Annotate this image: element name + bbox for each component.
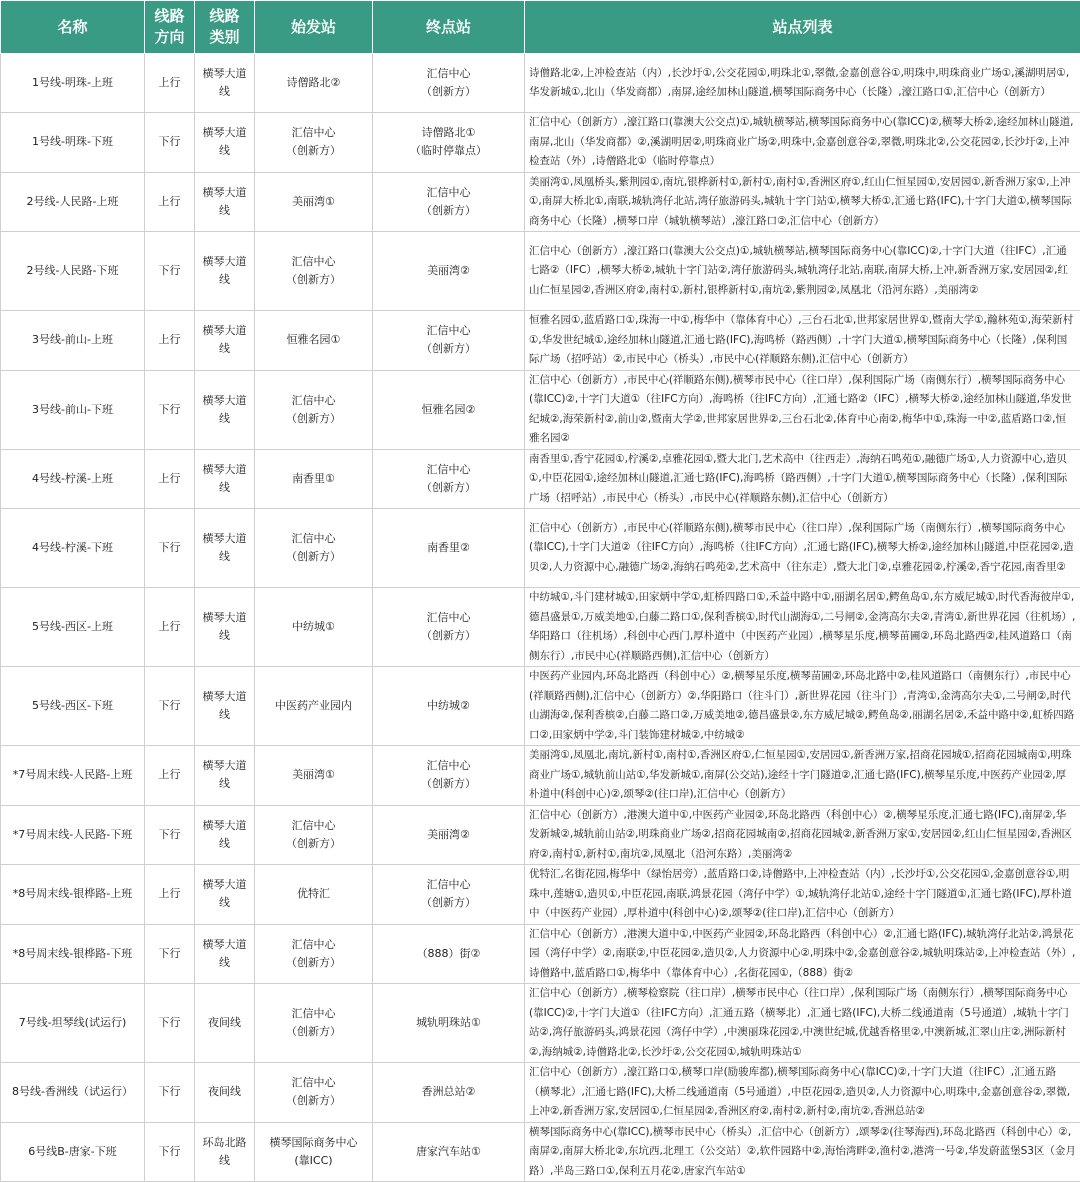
table-row	[1, 232, 1080, 311]
stop-list-cell: 汇信中心（创新方）,港澳大道中①,中医药产业园②,环岛北路西（科创中心）②,横琴星乐度,汇通七路(IFC),南屏②,华发新城②,城轨前山站②,明珠商业广场②,招商花园城南②,招商花园城②,新香洲万家①,安居园②,红山仁恒星园②,香洲区府②,南村①,新村①,南坑②,凤凰北（沿河东路）,美丽湾②	[525, 805, 1080, 865]
line-type-cell: 横琴大道线	[195, 311, 255, 371]
direction-cell: 下行	[145, 805, 195, 865]
stop-list-cell: 美丽湾①,凤凰桥头,紫荆园①,南坑,银桦新村①,新村①,南村①,香洲区府①,红山仁恒星园①,安居园①,新香洲万家①,上冲①,南屏大桥北①,南联,城轨湾仔北站,湾仔旅游码头,城轨十字门站①,横琴大桥①,汇通七路(IFC),十字门大道①,横琴国际商务中心（长隆）,横琴口岸（城轨横琴站）,濠江路口②,汇信中心（创新方）	[525, 172, 1080, 232]
end-station-cell: 南香里②	[373, 509, 525, 588]
end-station-cell: 汇信中心 （创新方）	[373, 865, 525, 925]
end-station-cell: 汇信中心 （创新方）	[373, 54, 525, 113]
table-row	[1, 746, 1080, 806]
route-name-cell: *8号周末线-银桦路-上班	[1, 865, 145, 925]
table-row	[1, 113, 1080, 173]
table-row	[1, 588, 1080, 667]
header-direction: 线路 方向	[145, 1, 195, 54]
route-name-cell: *8号周末线-银桦路-下班	[1, 924, 145, 984]
direction-cell: 下行	[145, 509, 195, 588]
direction-cell: 上行	[145, 588, 195, 667]
table-row	[1, 865, 1080, 925]
start-station-cell: 汇信中心 （创新方）	[255, 805, 373, 865]
route-name-cell: 2号线-人民路-上班	[1, 172, 145, 232]
table-row	[1, 1122, 1080, 1182]
route-name-cell: 3号线-前山-上班	[1, 311, 145, 371]
start-station-cell: 优特汇	[255, 865, 373, 925]
end-station-cell: （888）街②	[373, 924, 525, 984]
line-type-cell: 横琴大道线	[195, 172, 255, 232]
route-name-cell: 2号线-人民路-下班	[1, 232, 145, 311]
line-type-cell: 横琴大道线	[195, 746, 255, 806]
line-type-cell: 横琴大道线	[195, 449, 255, 509]
route-name-cell: 3号线-前山-下班	[1, 370, 145, 449]
direction-cell: 下行	[145, 667, 195, 746]
direction-cell: 上行	[145, 311, 195, 371]
direction-cell: 上行	[145, 865, 195, 925]
line-type-cell: 横琴大道线	[195, 667, 255, 746]
table-row	[1, 370, 1080, 449]
direction-cell: 上行	[145, 172, 195, 232]
end-station-cell: 唐家汽车站①	[373, 1122, 525, 1182]
table-row	[1, 1063, 1080, 1123]
start-station-cell: 中纺城①	[255, 588, 373, 667]
start-station-cell: 中医药产业园内	[255, 667, 373, 746]
line-type-cell: 夜间线	[195, 1063, 255, 1123]
header-type: 线路 类别	[195, 1, 255, 54]
line-type-cell: 横琴大道线	[195, 509, 255, 588]
start-station-cell: 汇信中心 （创新方）	[255, 1063, 373, 1123]
header-start: 始发站	[255, 1, 373, 54]
stop-list-cell: 汇信中心（创新方）,港澳大道中①,中医药产业园②,环岛北路西（科创中心）②,汇通七路(IFC),城轨湾仔北站②,鸿景花园（湾仔中学）②,南联②,中臣花园②,造贝②,人力资源中心②,明珠中②,金嘉创意谷②,城轨明珠站②,上冲检查站（外）,诗僧路中,蓝盾路口①,梅华中（靠体育中心）,名街花园①,（888）街②	[525, 924, 1080, 984]
direction-cell: 下行	[145, 370, 195, 449]
start-station-cell: 汇信中心 （创新方）	[255, 370, 373, 449]
start-station-cell: 横琴国际商务中心 (靠ICC)	[255, 1122, 373, 1182]
table-row	[1, 509, 1080, 588]
end-station-cell: 中纺城②	[373, 667, 525, 746]
stop-list-cell: 汇信中心（创新方）,濠江路口①,横琴口岸(励骏库都),横琴国际商务中心(靠ICC)②,十字门大道（往IFC）,汇通五路（横琴北）,汇通七路(IFC),大桥二线通道南（5号通道）,中臣花园②,造贝②,人力资源中心,明珠中,金嘉创意谷②,翠微,上冲②,新香洲万家,安居园①,仁恒星园②,香洲区府②,南村②,新村②,南坑②,香洲总站②	[525, 1063, 1080, 1123]
end-station-cell: 美丽湾②	[373, 805, 525, 865]
stop-list-cell: 优特汇,名街花园,梅华中（绿怡居旁）,蓝盾路口②,诗僧路中,上冲检查站（内）,长沙圩①,公交花园①,金嘉创意谷①,明珠中,莲塘①,造贝①,中臣花园,南联,鸿景花园（湾仔中学）①,城轨湾仔北站①,途经十字门隧道①,汇通七路(IFC),厚朴道中（中医药产业园）,厚朴道中(科创中心)②,颂琴②(往口岸),汇信中心（创新方）	[525, 865, 1080, 925]
route-name-cell: 8号线-香洲线（试运行）	[1, 1063, 145, 1123]
end-station-cell: 汇信中心 （创新方）	[373, 311, 525, 371]
line-type-cell: 环岛北路线	[195, 1122, 255, 1182]
route-name-cell: 4号线-柠溪-下班	[1, 509, 145, 588]
stop-list-cell: 横琴国际商务中心(靠ICC),横琴市民中心（桥头）,汇信中心（创新方）,颂琴②(往琴海西),环岛北路西（科创中心）②,南屏②,南屏大桥北②,东坑西,北理工（公交站）②,软件园路中②,海怡湾畔②,渔村②,港湾一号②,华发蔚蓝堡S3区（金月路）,半岛三路口①,保利五月花②,唐家汽车站①	[525, 1122, 1080, 1182]
end-station-cell: 汇信中心 （创新方）	[373, 588, 525, 667]
start-station-cell: 恒雅名园①	[255, 311, 373, 371]
line-type-cell: 横琴大道线	[195, 588, 255, 667]
line-type-cell: 横琴大道线	[195, 54, 255, 113]
header-stops: 站点列表	[525, 1, 1080, 54]
stop-list-cell: 汇信中心（创新方）,市民中心(祥顺路东侧),横琴市民中心（往口岸）,保利国际广场（南侧东行）,横琴国际商务中心(靠ICC),十字门大道②（往IFC方向）,海鸣桥（往IFC方向）,汇通七路(IFC),横琴大桥②,途经加林山隧道,中臣花园②,造贝②,人力资源中心,融德广场②,海纳石鸣苑②,艺术高中（往东走）,暨大北门②,卓雅花园②,柠溪②,香宁花园,南香里②	[525, 509, 1080, 588]
end-station-cell: 香洲总站②	[373, 1063, 525, 1123]
direction-cell: 下行	[145, 1063, 195, 1123]
stop-list-cell: 汇信中心（创新方）,横琴检察院（往口岸）,横琴市民中心（往口岸）,保利国际广场（南侧东行）,横琴国际商务中心(靠ICC)②,十字门大道①（往IFC方向）,汇通五路（横琴北）,汇通七路(IFC),大桥二线通道南（5号通道）,城轨十字门站②,湾仔旅游码头,鸿景花园（湾仔中学）,中澳丽珠花园②,中澳世纪城,优越香格里②,中澳新城,汇翠山庄②,洲际新村②,海纳城②,诗僧路北②,长沙圩②,公交花园①,城轨明珠站①	[525, 984, 1080, 1063]
stop-list-cell: 汇信中心（创新方）,市民中心(祥顺路东侧),横琴市民中心（往口岸）,保利国际广场（南侧东行）,横琴国际商务中心(靠ICC)②,十字门大道①（往IFC方向）,海鸣桥（往IFC方向）,汇通七路②（IFC）,横琴大桥②,途经加林山隧道,华发世纪城②,海荣新村②,前山②,暨南大学②,世邦家居世界②,三台石北②,体育中心南②,梅华中①,珠海一中②,蓝盾路口②,恒雅名园②	[525, 370, 1080, 449]
route-name-cell: 1号线-明珠-下班	[1, 113, 145, 173]
end-station-cell: 美丽湾②	[373, 232, 525, 311]
start-station-cell: 美丽湾①	[255, 172, 373, 232]
line-type-cell: 横琴大道线	[195, 865, 255, 925]
route-name-cell: *7号周末线-人民路-下班	[1, 805, 145, 865]
end-station-cell: 汇信中心 （创新方）	[373, 449, 525, 509]
direction-cell: 下行	[145, 984, 195, 1063]
direction-cell: 上行	[145, 449, 195, 509]
header-end: 终点站	[373, 1, 525, 54]
stop-list-cell: 中纺城①,斗门建材城①,田家炳中学①,虹桥四路口①,禾益中路中①,丽湖名居①,鳄鱼岛①,东方威尼城①,时代香海彼岸①,德昌盛景①,万威美地①,白藤二路口①,保利香槟①,时代山湖海①,二号闸②,金湾高尔夫②,青湾①,新世界花园（往机场）,华阳路口（往机场）,科创中心西门,厚朴道中（中医药产业园）,横琴星乐度,横琴苗圃②,环岛北路西②,桂风道路口（南侧东行）,市民中心(祥顺路西侧),汇信中心（创新方）	[525, 588, 1080, 667]
stop-list-cell: 诗僧路北②,上冲检查站（内）,长沙圩①,公交花园①,明珠北①,翠微,金嘉创意谷①,明珠中,明珠商业广场①,溪湖明居①,华发新城①,北山（华发商都）,南屏,途经加林山隧道,横琴国际商务中心（长隆）,濠江路口①,汇信中心（创新方）	[525, 54, 1080, 113]
line-type-cell: 横琴大道线	[195, 924, 255, 984]
start-station-cell: 美丽湾①	[255, 746, 373, 806]
end-station-cell: 汇信中心 （创新方）	[373, 172, 525, 232]
table-row	[1, 172, 1080, 232]
stop-list-cell: 汇信中心（创新方）,濠江路口(靠澳大公交点)①,城轨横琴站,横琴国际商务中心(靠ICC)②,横琴大桥②,途经加林山隧道,南屏,北山（华发商都）②,溪湖明居②,明珠商业广场②,明珠中,金嘉创意谷②,翠微,明珠北②,公交花园②,长沙圩②,上冲检查站（外）,诗僧路北①（临时停靠点）	[525, 113, 1080, 173]
route-name-cell: 5号线-西区-下班	[1, 667, 145, 746]
table-row	[1, 805, 1080, 865]
end-station-cell: 恒雅名园②	[373, 370, 525, 449]
start-station-cell: 南香里①	[255, 449, 373, 509]
end-station-cell: 城轨明珠站①	[373, 984, 525, 1063]
end-station-cell: 诗僧路北① （临时停靠点）	[373, 113, 525, 173]
route-name-cell: 5号线-西区-上班	[1, 588, 145, 667]
route-name-cell: 1号线-明珠-上班	[1, 54, 145, 113]
header-name: 名称	[1, 1, 145, 54]
line-type-cell: 横琴大道线	[195, 113, 255, 173]
stop-list-cell: 南香里①,香宁花园①,柠溪②,卓雅花园①,暨大北门,艺术高中（往西走）,海纳石鸣苑①,融德广场①,人力资源中心,造贝①,中臣花园①,途经加林山隧道,汇通七路(IFC),海鸣桥（路西侧）,十字门大道①,横琴国际商务中心（长隆）,保利国际广场（招呼站）,市民中心（桥头）,市民中心(祥顺路东侧),汇信中心（创新方）	[525, 449, 1080, 509]
direction-cell: 下行	[145, 232, 195, 311]
table-row	[1, 924, 1080, 984]
start-station-cell: 汇信中心 （创新方）	[255, 984, 373, 1063]
stop-list-cell: 美丽湾①,凤凰北,南坑,新村①,南村①,香洲区府①,仁恒星园①,安居园①,新香洲万家,招商花园城①,招商花园城南①,明珠商业广场①,城轨前山站①,华发新城①,南屏(公交站),途经十字门隧道②,汇通七路(IFC),横琴星乐度,中医药产业园②,厚朴道中(科创中心)②,颂琴②(往口岸),汇信中心（创新方）	[525, 746, 1080, 806]
table-header-row	[1, 1, 1080, 54]
line-type-cell: 横琴大道线	[195, 370, 255, 449]
route-name-cell: 6号线B-唐家-下班	[1, 1122, 145, 1182]
line-type-cell: 夜间线	[195, 984, 255, 1063]
direction-cell: 上行	[145, 54, 195, 113]
route-name-cell: 7号线-坦琴线(试运行)	[1, 984, 145, 1063]
table-row	[1, 667, 1080, 746]
table-row	[1, 984, 1080, 1063]
start-station-cell: 诗僧路北②	[255, 54, 373, 113]
stop-list-cell: 中医药产业园内,环岛北路西（科创中心）②,横琴星乐度,横琴苗圃②,环岛北路中②,桂风道路口（南侧东行）,市民中心(祥顺路西侧),汇信中心（创新方）②,华阳路口（往斗门）,新世界花园（往斗门）,青湾①,金湾高尔夫①,二号闸②,时代山湖海②,保利香槟②,白藤二路口②,万威美地②,德昌盛景②,东方威尼城②,鳄鱼岛②,丽湖名居②,禾益中路中②,虹桥四路口②,田家炳中学②,斗门装饰建材城②,中纺城②	[525, 667, 1080, 746]
start-station-cell: 汇信中心 （创新方）	[255, 509, 373, 588]
direction-cell: 上行	[145, 746, 195, 806]
end-station-cell: 汇信中心 （创新方）	[373, 746, 525, 806]
table-row	[1, 449, 1080, 509]
line-type-cell: 横琴大道线	[195, 232, 255, 311]
stop-list-cell: 恒雅名园①,蓝盾路口①,珠海一中①,梅华中（靠体育中心）,三台石北①,世邦家居世界①,暨南大学①,瀚林苑①,海荣新村①,华发世纪城①,途经加林山隧道,汇通七路(IFC),海鸣桥（路西侧）,十字门大道①,横琴国际商务中心（长隆）,保利国际广场（招呼站）②,市民中心（桥头）,市民中心(祥顺路东侧),汇信中心（创新方）	[525, 311, 1080, 371]
direction-cell: 下行	[145, 1122, 195, 1182]
route-name-cell: 4号线-柠溪-上班	[1, 449, 145, 509]
start-station-cell: 汇信中心 （创新方）	[255, 924, 373, 984]
line-type-cell: 横琴大道线	[195, 805, 255, 865]
table-row	[1, 54, 1080, 113]
stop-list-cell: 汇信中心（创新方）,濠江路口(靠澳大公交点)①,城轨横琴站,横琴国际商务中心(靠ICC)②,十字门大道（往IFC）,汇通七路②（IFC）,横琴大桥②,城轨十字门站②,湾仔旅游码头,城轨湾仔北站,南联,南屏大桥,上冲,新香洲万家,安居园②,红山仁恒星园②,香洲区府②,南村①,新村,银桦新村①,南坑②,紫荆园②,凤凰北（沿河东路）,美丽湾②	[525, 232, 1080, 311]
route-name-cell: *7号周末线-人民路-上班	[1, 746, 145, 806]
table-row	[1, 311, 1080, 371]
direction-cell: 下行	[145, 113, 195, 173]
direction-cell: 下行	[145, 924, 195, 984]
start-station-cell: 汇信中心 （创新方）	[255, 113, 373, 173]
start-station-cell: 汇信中心 （创新方）	[255, 232, 373, 311]
